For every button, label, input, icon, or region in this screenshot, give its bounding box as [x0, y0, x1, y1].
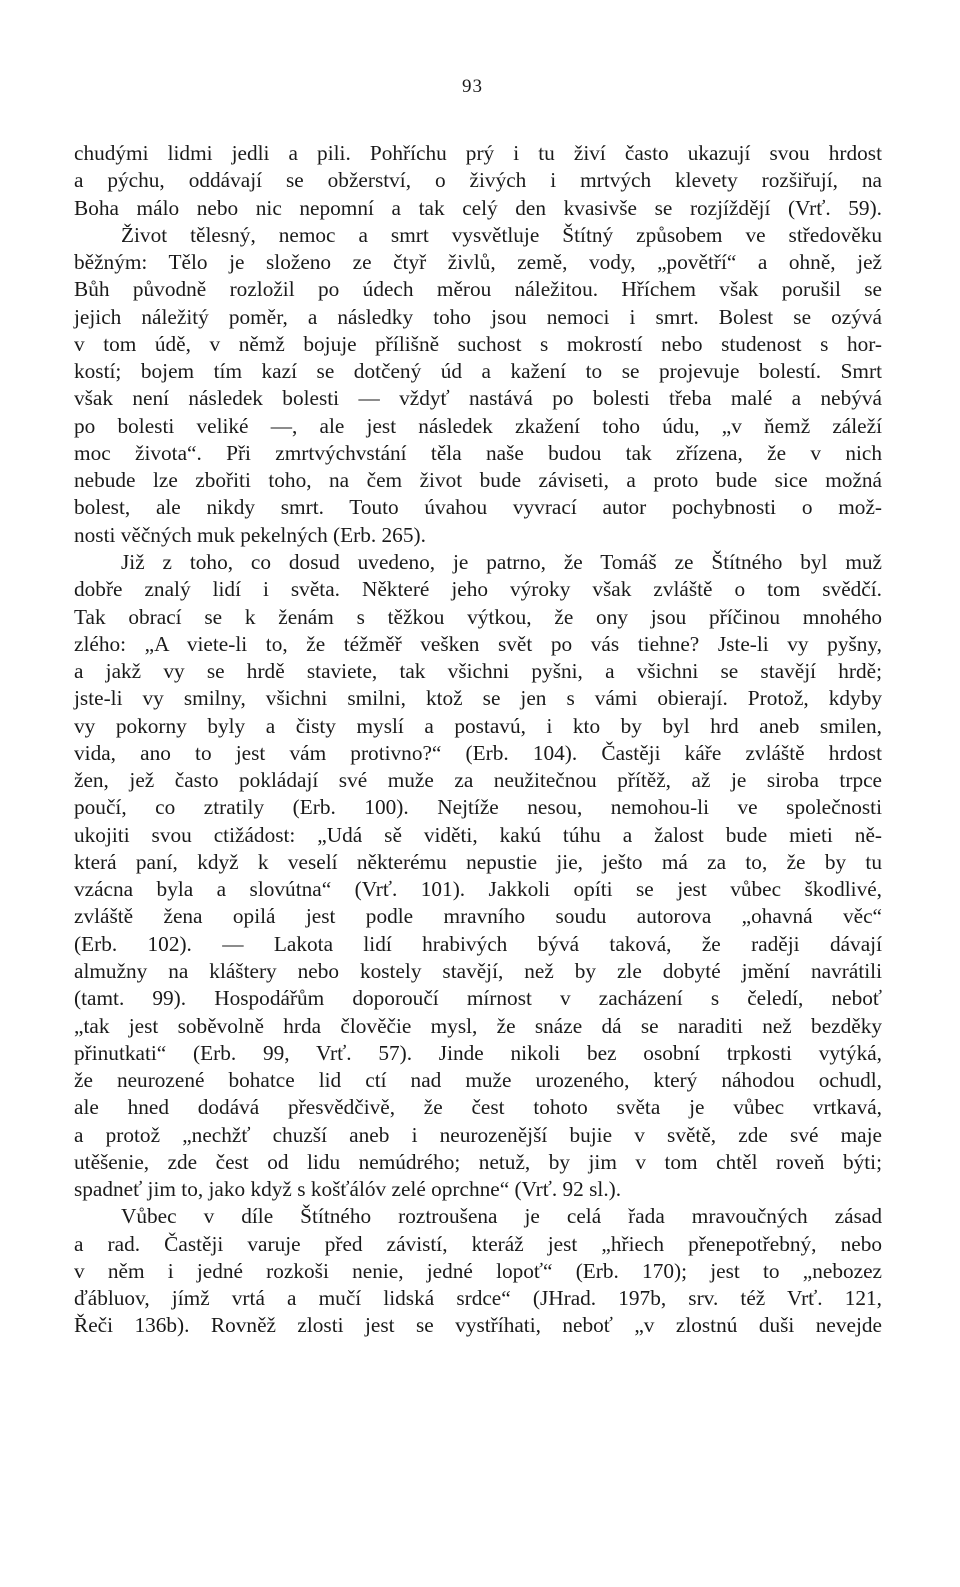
text-line: Bůh původně rozložil po údech měrou náležitou. Hříchem však porušil se: [74, 277, 882, 302]
text-line: (tamt. 99). Hospodářům doporoučí mírnost v zacházení s čeledí, neboť: [74, 986, 882, 1011]
page-number: 93: [462, 76, 483, 97]
text-line: Vůbec v díle Štítného roztroušena je celá řada mravoučných zásad: [121, 1204, 882, 1229]
text-line: a protož „nechžť chuzší aneb i neurozenější bujie v světě, zde své maje: [74, 1122, 882, 1147]
text-line: běžným: Tělo je složeno ze čtyř živlů, země, vody, „povětří“ a ohně, jež: [74, 250, 882, 275]
text-line: která paní, když k veselí některému nepustie jie, ješto má za to, že by tu: [74, 849, 882, 874]
text-line: a pýchu, oddávají se obžerství, o živých i mrtvých klevety rozšiřují, na: [74, 168, 882, 193]
text-line: spadneť jim to, jako když s košťálóv zelé oprchne“ (Vrť. 92 sl.).: [74, 1177, 622, 1202]
text-line: Boha málo nebo nic nepomní a tak celý den kvasivše se rozjíždějí (Vrť. 59).: [74, 195, 882, 220]
text-line: nosti věčných muk pekelných (Erb. 265).: [74, 522, 426, 547]
text-line: že neurozené bohatce lid ctí nad muže urozeného, který náhodou ochudl,: [74, 1068, 882, 1093]
text-line: ukojiti svou ctižádost: „Udá sě viděti, kakú túhu a žalost bude mieti ně-: [74, 822, 882, 847]
text-line: „tak jest soběvolně hrda člověčie mysl, že snáze dá se naraditi než bezděky: [74, 1013, 882, 1038]
text-line: v tom údě, v němž bojuje přílišně suchost s mokrostí nebo studenost s hor-: [74, 331, 882, 356]
text-line: vy pokorny byly a čisty myslí a postavú, i kto by byl hrd aneb smilen,: [74, 713, 882, 738]
text-line: dobře znalý lidí i světa. Některé jeho výroky však zvláště o tom svědčí.: [74, 577, 882, 602]
text-line: vzácna byla a slovútna“ (Vrť. 101). Jakkoli opíti se jest vůbec škodlivé,: [74, 877, 882, 902]
text-line: však není následek bolesti — vždyť nastává po bolesti třeba malé a nebývá: [74, 386, 882, 411]
text-line: a jakž vy se hrdě staviete, tak všichni pyšni, a všichni se stavějí hrdě;: [74, 659, 882, 684]
text-line: bolest, ale nikdy smrt. Touto úvahou vyvrací autor pochybnosti o mož-: [74, 495, 882, 520]
text-line: almužny na kláštery nebo kostely stavějí, než by zle dobyté jmění navrátili: [74, 958, 882, 983]
text-line: Tak obrací se k ženám s těžkou výtkou, že ony jsou příčinou mnohého: [74, 604, 882, 629]
text-line: zvláště žena opilá jest podle mravního soudu autorova „ohavná věc“: [74, 904, 882, 929]
text-line: v něm i jedné rozkoši nenie, jedné lopoť“ (Erb. 170); jest to „nebozez: [74, 1258, 882, 1283]
text-line: jste-li vy smilny, všichni smilni, ktož se jen s vámi obierají. Protož, kdyby: [74, 686, 882, 711]
body-text: [74, 140, 882, 1340]
text-line: přinutkati“ (Erb. 99, Vrť. 57). Jinde nikoli bez osobní trpkosti vytýká,: [74, 1040, 882, 1065]
text-line: Život tělesný, nemoc a smrt vysvětluje Štítný způsobem ve středověku: [121, 222, 882, 247]
text-line: zlého: „A viete-li to, že téžměř vešken svět po vás tiehne? Jste-li vy pyšny,: [74, 631, 882, 656]
text-line: chudými lidmi jedli a pili. Pohříchu prý i tu živí často ukazují svou hrdost: [74, 141, 882, 165]
text-line: po bolesti veliké —, ale jest následek zkažení toho údu, „v ňemž záleží: [74, 413, 882, 438]
text-line: Již z toho, co dosud uvedeno, je patrno, že Tomáš ze Štítného byl muž: [121, 549, 882, 574]
text-line: jejich náležitý poměr, a následky toho jsou nemoci i smrt. Bolest se ozývá: [74, 304, 882, 329]
text-line: moc života“. Při zmrtvýchvstání těla naše budou tak zřízena, že v nich: [74, 440, 882, 465]
text-line: ďábluov, jímž vrtá a mučí lidská srdce“ (JHrad. 197b, srv. též Vrť. 121,: [74, 1286, 882, 1311]
text-line: vida, ano to jest vám protivno?“ (Erb. 104). Častěji káře zvláště hrdost: [74, 740, 882, 765]
text-line: Řeči 136b). Rovněž zlosti jest se vystříhati, neboť „v zlostnú duši nevejde: [74, 1313, 882, 1338]
text-line: poučí, co ztratily (Erb. 100). Nejtíže nesou, nemohou-li ve společnosti: [74, 795, 882, 820]
text-line: nebude lze zbořiti toho, na čem život bude záviseti, a proto bude sice možná: [74, 468, 882, 493]
text-line: žen, jež často pokládají své muže za neužitečnou přítěž, až je siroba trpce: [74, 768, 882, 793]
text-line: (Erb. 102). — Lakota lidí hrabivých bývá taková, že raději dávají: [74, 931, 882, 956]
text-line: ale hned dodává přesvědčivě, že čest tohoto světa je vůbec vrtkavá,: [74, 1095, 882, 1120]
text-line: a rad. Častěji varuje před závistí, kteráž jest „hřiech přenepotřebný, nebo: [74, 1231, 882, 1256]
text-line: utěšenie, zde čest od lidu nemúdrého; netuž, by jim v tom chtěl roveň býti;: [74, 1149, 882, 1174]
text-line: kostí; bojem tím kazí se dotčený úd a kažení to se projevuje bolestí. Smrt: [74, 359, 882, 384]
